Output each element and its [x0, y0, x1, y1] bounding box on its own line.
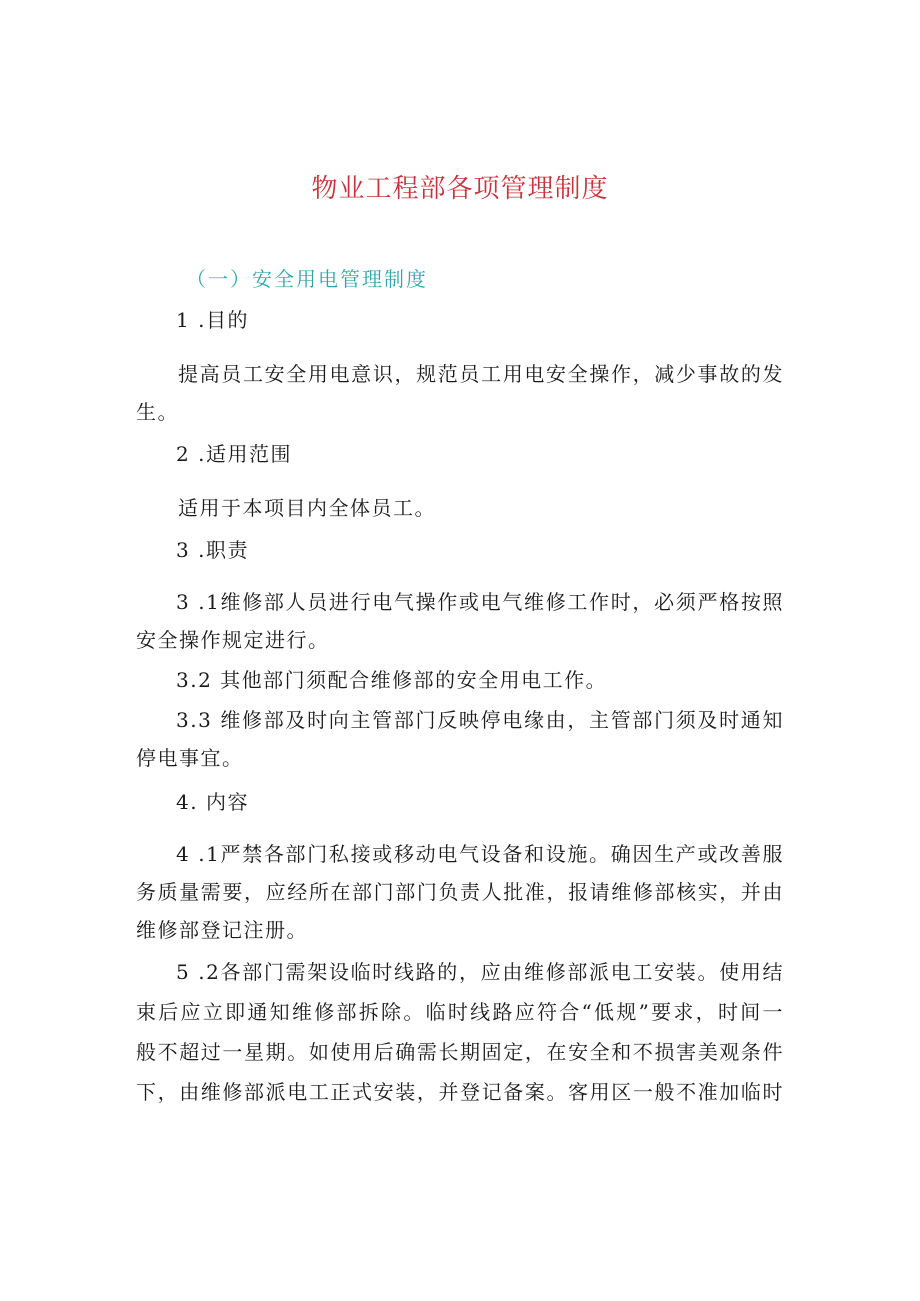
paragraph-line: 停电事宜。 [136, 746, 244, 770]
paragraph-line: 3.2 其他部门须配合维修部的安全用电工作。 [176, 668, 608, 692]
paragraph-line: 生。 [136, 400, 179, 424]
paragraph-line: 维修部登记注册。 [136, 918, 308, 942]
paragraph-line: 下，由维修部派电工正式安装，并登记备案。客用区一般不准加临时 [136, 1080, 784, 1104]
document-title: 物业工程部各项管理制度 [311, 174, 609, 204]
heading-scope: 2 .适用范围 [176, 442, 292, 466]
paragraph-line: 提高员工安全用电意识，规范员工用电安全操作，减少事故的发 [178, 362, 784, 386]
paragraph-line: 务质量需要，应经所在部门部门负责人批准，报请维修部核实，并由 [136, 880, 784, 904]
paragraph-line: 安全操作规定进行。 [136, 628, 330, 652]
paragraph-line: 束后应立即通知维修部拆除。临时线路应符合“低规”要求，时间一 [136, 1000, 784, 1024]
heading-content: 4. 内容 [176, 790, 249, 814]
heading-duties: 3 .职责 [176, 538, 249, 562]
paragraph-line: 3 .1维修部人员进行电气操作或电气维修工作时，必须严格按照 [176, 590, 784, 614]
section-heading: （一）安全用电管理制度 [186, 267, 428, 291]
paragraph-line: 5 .2各部门需架设临时线路的，应由维修部派电工安装。使用结 [176, 960, 784, 984]
paragraph-line: 3.3 维修部及时向主管部门反映停电缘由，主管部门须及时通知 [176, 708, 784, 732]
paragraph-line: 般不超过一星期。如使用后确需长期固定，在安全和不损害美观条件 [136, 1040, 784, 1064]
paragraph-line: 4 .1严禁各部门私接或移动电气设备和设施。确因生产或改善服 [176, 842, 784, 866]
heading-purpose: 1 .目的 [176, 308, 249, 332]
paragraph-line: 适用于本项目内全体员工。 [178, 496, 436, 520]
